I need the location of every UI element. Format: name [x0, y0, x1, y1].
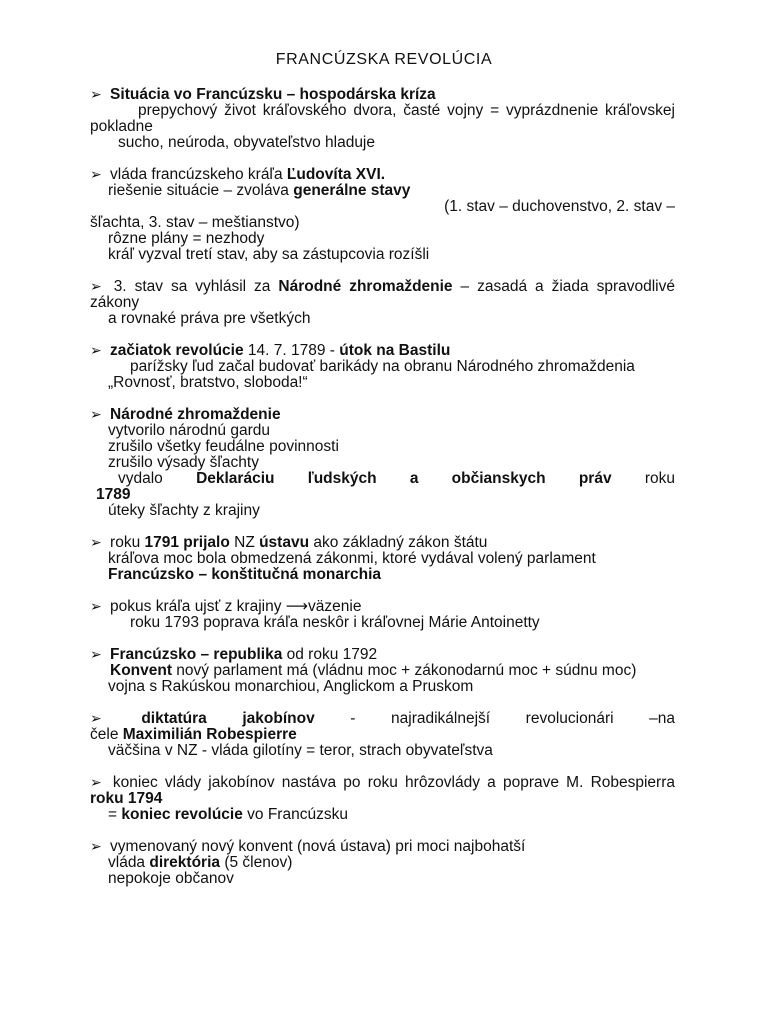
section-text: (1. stav – duchovenstvo, 2. stav –: [444, 198, 675, 215]
section-heading: ➢ pokus kráľa ujsť z krajiny ⟶väzenie: [90, 598, 362, 615]
section-heading: ➢ Francúzsko – republika od roku 1792: [90, 646, 378, 663]
section-text: vytvorilo národnú gardu: [108, 422, 270, 439]
section-text: kráľ vyzval tretí stav, aby sa zástupcovia rozíšli: [108, 246, 430, 263]
section-text: nepokoje občanov: [108, 870, 234, 887]
section-text: vydalo Deklaráciu ľudských a občianskych práv roku: [118, 470, 675, 487]
section-text: riešenie situácie – zvoláva generálne stavy: [108, 182, 411, 199]
section-text: kráľova moc bola obmedzená zákonmi, ktoré vydával volený parlament: [108, 550, 596, 567]
section-heading: ➢ vláda francúzskeho kráľa Ľudovíta XVI.: [90, 166, 386, 183]
section-text: zrušilo výsady šľachty: [108, 454, 259, 471]
section-text: úteky šľachty z krajiny: [108, 502, 260, 519]
section-heading: ➢ vymenovaný nový konvent (nová ústava) pri moci najbohatší: [90, 838, 526, 855]
section-heading: ➢ Situácia vo Francúzsku – hospodárska kríza: [90, 86, 436, 103]
section-end-of-jacobins: [90, 774, 675, 823]
arrowhead-bullet-icon: ➢: [90, 598, 102, 614]
section-text: šľachta, 3. stav – meštianstvo): [90, 214, 300, 231]
section-heading: ➢ diktatúra jakobínov - najradikálnejší revolucionári –na: [90, 710, 675, 727]
section-directory: [90, 838, 675, 887]
section-text: parížsky ľud začal budovať barikády na obranu Národného zhromaždenia: [130, 358, 635, 375]
section-heading: ➢ roku 1791 prijalo NZ ústavu ako základný zákon štátu: [90, 534, 488, 551]
page-title: FRANCÚZSKA REVOLÚCIA: [275, 51, 493, 68]
section-escape-attempt: [90, 598, 675, 631]
section-jacobin-dictatorship: [90, 710, 675, 759]
section-louis-xvi: [90, 166, 675, 263]
arrowhead-bullet-icon: ➢: [90, 86, 102, 102]
arrowhead-bullet-icon: ➢: [90, 774, 102, 790]
section-text: prepychový život kráľovského dvora, časté vojny = vyprázdnenie kráľovskej pokladne: [90, 102, 675, 135]
section-text: 1789: [96, 486, 131, 503]
section-national-assembly: [90, 278, 675, 327]
section-text: rôzne plány = nezhody: [108, 230, 265, 247]
section-text: = koniec revolúcie vo Francúzsku: [108, 806, 348, 823]
section-text: vojna s Rakúskou monarchiou, Anglickom a Pruskom: [108, 678, 474, 695]
arrowhead-bullet-icon: ➢: [90, 166, 102, 182]
section-text: zrušilo všetky feudálne povinnosti: [108, 438, 339, 455]
right-arrow-icon: ⟶: [285, 598, 309, 615]
section-text: sucho, neúroda, obyvateľstvo hladuje: [118, 134, 375, 151]
section-text: väčšina v NZ - vláda gilotíny = teror, strach obyvateľstva: [108, 742, 493, 759]
arrowhead-bullet-icon: ➢: [90, 534, 102, 550]
section-text: Francúzsko – konštitučná monarchia: [108, 566, 382, 583]
section-text: roku 1793 poprava kráľa neskôr i kráľovnej Márie Antoinetty: [130, 614, 540, 631]
section-text: čele Maximilián Robespierre: [90, 726, 297, 743]
arrowhead-bullet-icon: ➢: [90, 646, 102, 662]
section-heading: ➢ 3. stav sa vyhlásil za Národné zhromaždenie – zasadá a žiada spravodlivé zákony: [90, 278, 676, 311]
section-text: a rovnaké práva pre všetkých: [108, 310, 311, 327]
section-text: Konvent nový parlament má (vládnu moc + zákonodarnú moc + súdnu moc): [110, 662, 637, 679]
arrowhead-bullet-icon: ➢: [90, 838, 102, 854]
section-situation: [90, 86, 675, 151]
arrowhead-bullet-icon: ➢: [90, 710, 102, 726]
arrowhead-bullet-icon: ➢: [90, 406, 102, 422]
arrowhead-bullet-icon: ➢: [90, 278, 102, 294]
document-content: [90, 86, 675, 902]
section-text: „Rovnosť, bratstvo, sloboda!“: [108, 374, 308, 391]
section-constitution: [90, 534, 675, 583]
section-heading: ➢ Národné zhromaždenie: [90, 406, 281, 423]
section-heading: ➢ začiatok revolúcie 14. 7. 1789 - útok na Bastilu: [90, 342, 451, 359]
section-republic: [90, 646, 675, 695]
section-text: vláda direktória (5 členov): [108, 854, 293, 871]
section-revolution-start: [90, 342, 675, 391]
section-assembly-actions: [90, 406, 675, 519]
arrowhead-bullet-icon: ➢: [90, 342, 102, 358]
section-heading: ➢ koniec vlády jakobínov nastáva po roku hrôzovlády a poprave M. Robespierra roku 1794: [90, 774, 675, 807]
